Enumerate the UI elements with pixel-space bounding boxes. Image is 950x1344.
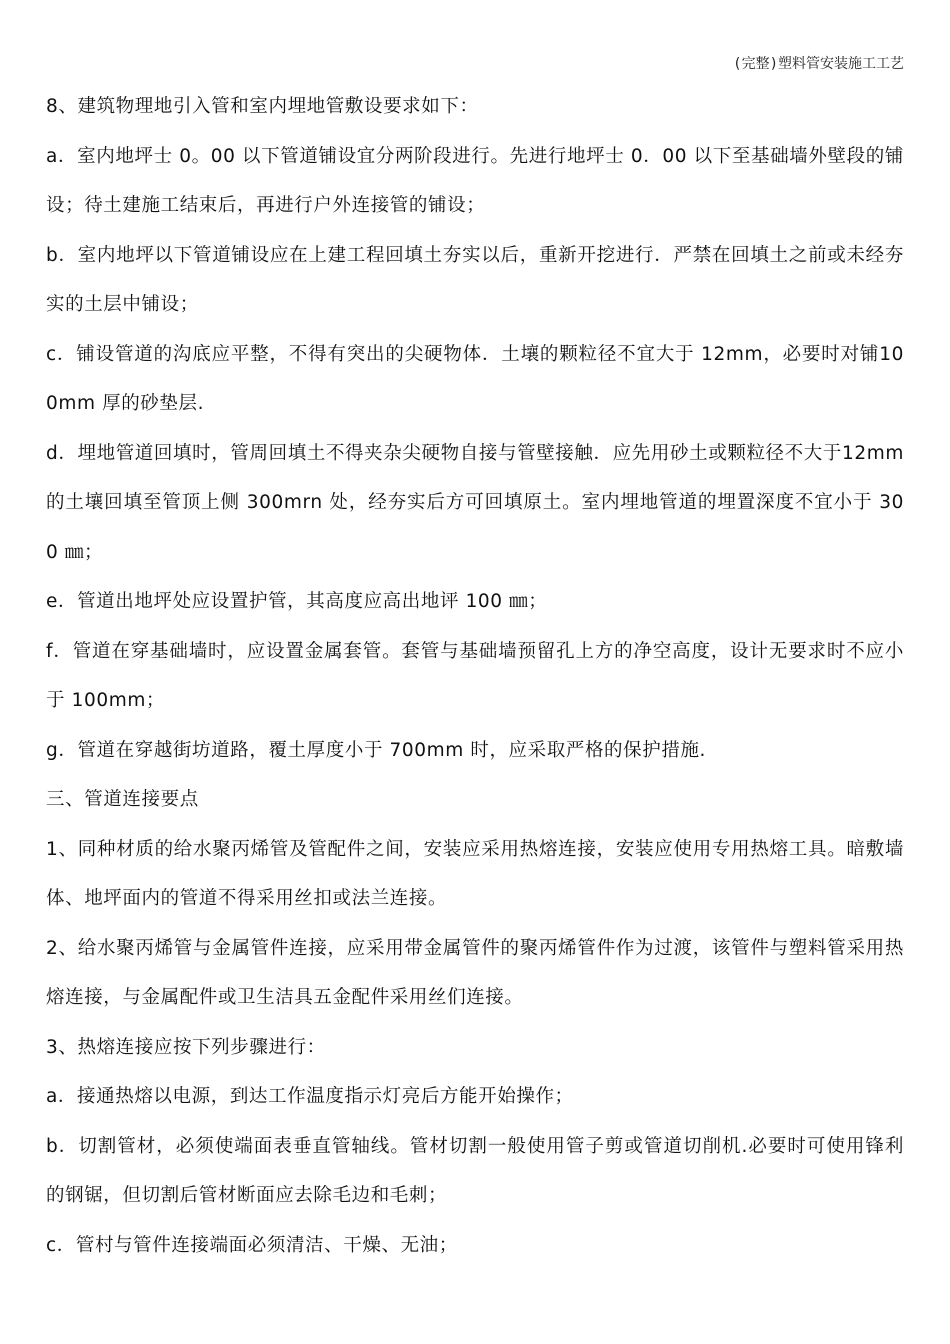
- paragraph-8-buried-pipe-requirements: 8、建筑物理地引入管和室内埋地管敷设要求如下：: [46, 96, 479, 117]
- paragraph-3-hot-melt-steps: 3、热熔连接应按下列步骤进行：: [46, 1036, 326, 1058]
- document-body: [46, 82, 904, 1270]
- paragraph-c-clean-ends: c．管村与管件连接端面必须清洁、干燥、无油；: [46, 1234, 458, 1256]
- page-header-title: (完整)塑料管安装施工工艺: [733, 56, 904, 72]
- paragraph-f-metal-casing: f．管道在穿基础墙时，应设置金属套管。套管与基础墙预留孔上方的净空高度，设计无要求时不应小于 100mm；: [46, 640, 904, 711]
- paragraph-e-protective-sleeve: e．管道出地坪处应设置护管，其高度应高出地评 100 ㎜；: [46, 591, 548, 612]
- paragraph-2-metal-fitting-transition: 2、给水聚丙烯管与金属管件连接，应采用带金属管件的聚丙烯管件作为过渡，该管件与塑料管采用热熔连接，与金属配件或卫生洁具五金配件采用丝们连接。: [46, 937, 904, 1008]
- paragraph-1-hot-melt-connection: 1、同种材质的给水聚丙烯管及管配件之间，安装应采用热熔连接，安装应使用专用热熔工具。暗敷墙体、地坪面内的管道不得采用丝扣或法兰连接。: [46, 838, 904, 909]
- paragraph-b-backfill-laying: b．室内地坪以下管道铺设应在上建工程回填土夯实以后，重新开挖进行．严禁在回填土之前或未经夯实的土层中铺设；: [46, 244, 904, 315]
- paragraph-c-trench-bottom: c．铺设管道的沟底应平整，不得有突出的尖硬物体．土壤的颗粒径不宜大于 12mm，必要时对铺100mm 厚的砂垫层.: [46, 343, 904, 414]
- section-heading-pipe-connection: 三、管道连接要点: [46, 789, 199, 810]
- paragraph-d-backfill-rules: d．埋地管道回填时，管周回填土不得夹杂尖硬物自接与管壁接触．应先用砂土或颗粒径不大于12mm 的土壤回填至管顶上侧 300mrn 处，经夯实后方可回填原土。室内埋地管道的埋置深度不宜小于 300 ㎜；: [46, 442, 904, 563]
- paragraph-a-two-stage-laying: a．室内地坪士 0。00 以下管道铺设宜分两阶段进行。先进行地坪士 0．00 以下至基础墙外壁段的铺设；待土建施工结束后，再进行户外连接管的铺设；: [46, 145, 904, 216]
- paragraph-a-power-on: a．接通热熔以电源，到达工作温度指示灯亮后方能开始操作；: [46, 1086, 574, 1107]
- paragraph-g-road-crossing: g．管道在穿越街坊道路，覆土厚度小于 700mm 时，应采取严格的保护措施.: [46, 739, 707, 761]
- paragraph-b-cut-pipe: b．切割管材，必须使端面表垂直管轴线。管材切割一般使用管子剪或管道切削机.必要时可使用锋利的钢锯，但切割后管材断面应去除毛边和毛刺；: [46, 1135, 904, 1206]
